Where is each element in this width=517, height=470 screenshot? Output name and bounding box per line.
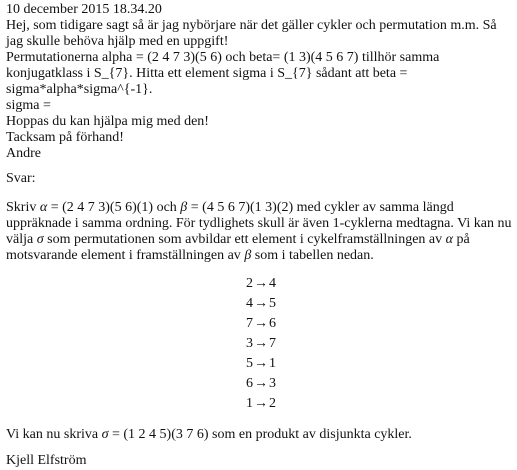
answer-paragraph xyxy=(6,200,511,264)
mapping-to: 6 xyxy=(269,316,276,331)
question-block xyxy=(6,2,511,162)
answer-conclusion xyxy=(6,426,511,444)
alpha-symbol: α xyxy=(445,232,453,247)
mapping-to: 1 xyxy=(269,356,276,371)
beta-symbol: β xyxy=(180,200,188,215)
answer-line xyxy=(6,232,511,248)
question-line: jag skulle behöva hjälp med en uppgift! xyxy=(6,34,229,49)
question-line: sigma = xyxy=(6,98,51,113)
mapping-from: 2 xyxy=(246,276,253,291)
question-line: Permutationerna alpha = (2 4 7 3)(5 6) och beta= (1 3)(4 5 6 7) tillhör samma xyxy=(6,50,440,65)
question-line: sigma*alpha*sigma^{-1}. xyxy=(6,82,153,97)
text-run: motsvarande element i framställningen av xyxy=(6,248,245,263)
mapping-from: 6 xyxy=(246,376,253,391)
question-line: konjugatklass i S_{7}. Hitta ett element sigma i S_{7} sådant att beta = xyxy=(6,66,408,81)
mapping-row xyxy=(246,274,511,294)
text-run: = (2 4 7 3)(5 6)(1) och xyxy=(47,200,181,215)
question-author: Andre xyxy=(6,146,41,161)
sigma-symbol: σ xyxy=(101,427,109,442)
mapping-to: 2 xyxy=(269,396,276,411)
mapping-row xyxy=(246,294,511,314)
mapping-from: 3 xyxy=(246,336,253,351)
mapping-to: 7 xyxy=(269,336,276,351)
text-run: Skriv xyxy=(6,200,40,215)
mapping-row xyxy=(246,374,511,394)
forum-post xyxy=(6,2,511,470)
right-arrow-icon: → xyxy=(254,376,268,391)
mapping-from: 5 xyxy=(246,356,253,371)
mapping-from: 7 xyxy=(246,316,253,331)
mapping-to: 4 xyxy=(269,276,276,291)
text-run: Vi kan nu skriva xyxy=(6,427,102,442)
right-arrow-icon: → xyxy=(254,316,268,331)
mapping-row xyxy=(246,354,511,374)
mapping-row xyxy=(246,394,511,414)
mapping-row xyxy=(246,314,511,334)
mapping-from: 1 xyxy=(246,396,253,411)
answer-line xyxy=(6,248,511,264)
right-arrow-icon: → xyxy=(254,296,268,311)
text-run: = (4 5 6 7)(1 3)(2) med cykler av samma längd xyxy=(187,200,454,215)
right-arrow-icon: → xyxy=(254,336,268,351)
text-run: = (1 2 4 5)(3 7 6) som en produkt av disjunkta cykler. xyxy=(108,427,412,442)
text-run: välja xyxy=(6,232,37,247)
question-line: Tacksam på förhand! xyxy=(6,130,124,145)
answer-line: uppräknade i samma ordning. För tydlighets skull är även 1-cyklerna medtagna. Vi kan nu xyxy=(6,216,512,231)
answer-signature: Kjell Elfström xyxy=(6,453,87,468)
mapping-row xyxy=(246,334,511,354)
beta-symbol: β xyxy=(244,248,252,263)
mapping-from: 4 xyxy=(246,296,253,311)
question-line: Hoppas du kan hjälpa mig med den! xyxy=(6,114,209,129)
mapping-to: 5 xyxy=(269,296,276,311)
alpha-symbol: α xyxy=(39,200,48,215)
text-run: som i tabellen nedan. xyxy=(251,248,374,263)
text-run: på xyxy=(452,232,470,247)
mapping-table xyxy=(246,274,511,414)
right-arrow-icon: → xyxy=(254,276,268,291)
sigma-symbol: σ xyxy=(36,232,44,247)
right-arrow-icon: → xyxy=(254,356,268,371)
right-arrow-icon: → xyxy=(254,396,268,411)
text-run: som permutationen som avbildar ett element i cykelframställningen av xyxy=(43,232,446,247)
answer-line xyxy=(6,200,511,216)
answer-heading: Svar: xyxy=(6,171,36,186)
post-timestamp: 10 december 2015 18.34.20 xyxy=(6,2,162,17)
question-line: Hej, som tidigare sagt så är jag nybörjare när det gäller cykler och permutation m.m. Så xyxy=(6,18,497,33)
mapping-to: 3 xyxy=(269,376,276,391)
